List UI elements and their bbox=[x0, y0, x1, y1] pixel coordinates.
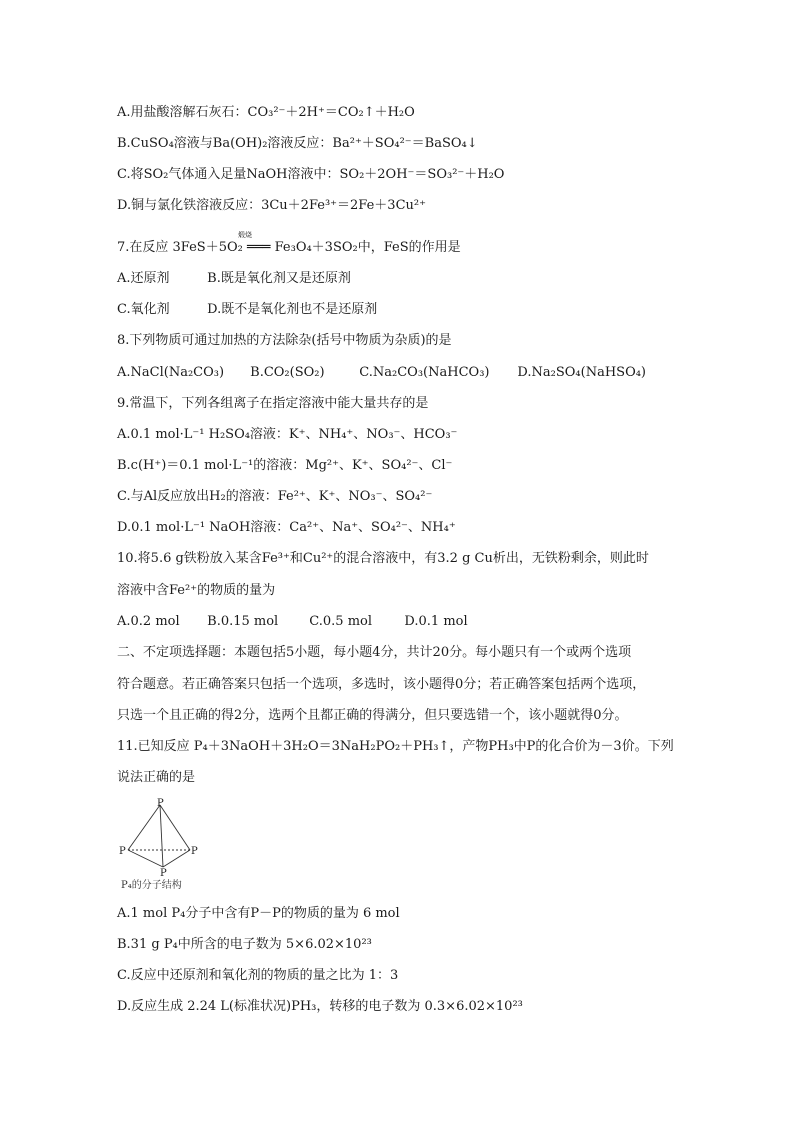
section2-line-2: 符合题意。若正确答案只包括一个选项，多选时，该小题得0分；若正确答案包括两个选项， bbox=[117, 677, 646, 692]
q7-option-c: C.氧化剂 bbox=[117, 302, 170, 317]
p4-figure-caption: P₄的分子结构 bbox=[121, 880, 182, 891]
q6-option-a: A.用盐酸溶解石灰石：CO₃²⁻＋2H⁺＝CO₂↑＋H₂O bbox=[117, 105, 415, 120]
q10-option-a: A.0.2 mol bbox=[117, 614, 180, 629]
q7-reaction-condition: 煅烧 bbox=[238, 231, 252, 239]
q8-option-d: D.Na₂SO₄(NaHSO₄) bbox=[517, 365, 647, 380]
q7-options-row-2 bbox=[117, 302, 377, 318]
q9-option-c: C.与Al反应放出H₂的溶液：Fe²⁺、K⁺、NO₃⁻、SO₄²⁻ bbox=[117, 489, 433, 504]
p4-atom-bottom: P bbox=[160, 868, 167, 877]
q7-options-row-1 bbox=[117, 271, 351, 287]
q10-stem-line-2: 溶液中含Fe²⁺的物质的量为 bbox=[117, 583, 276, 598]
q11-option-b: B.31 g P₄中所含的电子数为 5×6.02×10²³ bbox=[117, 937, 372, 952]
q7-option-d: D.既不是氧化剂也不是还原剂 bbox=[207, 302, 378, 317]
q10-option-d: D.0.1 mol bbox=[404, 614, 468, 629]
p4-atom-left: P bbox=[119, 846, 126, 857]
section2-line-3: 只选一个且正确的得2分，选两个且都正确的得满分，但只要选错一个，该小题就得0分。 bbox=[117, 708, 628, 723]
p4-molecule-diagram bbox=[118, 795, 208, 877]
q10-option-b: B.0.15 mol bbox=[207, 614, 279, 629]
section2-line-1: 二、不定项选择题：本题包括5小题，每小题4分，共计20分。每小题只有一个或两个选项 bbox=[117, 645, 632, 660]
q8-option-a: A.NaCl(Na₂CO₃) bbox=[117, 365, 225, 380]
q9-option-b: B.c(H⁺)＝0.1 mol·L⁻¹的溶液：Mg²⁺、K⁺、SO₄²⁻、Cl⁻ bbox=[117, 458, 453, 473]
q11-stem-line-1: 11.已知反应 P₄＋3NaOH＋3H₂O＝3NaH₂PO₂＋PH₃↑，产物PH₃中P的化合价为－3价。下列 bbox=[117, 739, 674, 754]
q8-options-row bbox=[117, 365, 646, 381]
q6-option-b: B.CuSO₄溶液与Ba(OH)₂溶液反应：Ba²⁺＋SO₄²⁻＝BaSO₄↓ bbox=[117, 136, 478, 151]
q9-option-a: A.0.1 mol·L⁻¹ H₂SO₄溶液：K⁺、NH₄⁺、NO₃⁻、HCO₃⁻ bbox=[117, 427, 458, 442]
q7-option-b: B.既是氧化剂又是还原剂 bbox=[207, 271, 351, 286]
q8-option-c: C.Na₂CO₃(NaHCO₃) bbox=[359, 365, 490, 380]
q9-option-d: D.0.1 mol·L⁻¹ NaOH溶液：Ca²⁺、Na⁺、SO₄²⁻、NH₄⁺ bbox=[117, 520, 456, 535]
q7-option-a: A.还原剂 bbox=[117, 271, 170, 286]
q11-option-c: C.反应中还原剂和氧化剂的物质的量之比为 1：3 bbox=[117, 968, 399, 983]
q10-options-row bbox=[117, 614, 468, 630]
q10-stem-line-1: 10.将5.6 g铁粉放入某含Fe³⁺和Cu²⁺的混合溶液中，有3.2 g Cu析出，无铁粉剩余，则此时 bbox=[117, 551, 649, 566]
q6-option-d: D.铜与氯化铁溶液反应：3Cu＋2Fe³⁺＝2Fe＋3Cu²⁺ bbox=[117, 198, 426, 213]
q9-stem: 9.常温下，下列各组离子在指定溶液中能大量共存的是 bbox=[117, 396, 429, 411]
q11-option-d: D.反应生成 2.24 L(标准状况)PH₃，转移的电子数为 0.3×6.02×10²³ bbox=[117, 999, 523, 1014]
q10-option-c: C.0.5 mol bbox=[309, 614, 373, 629]
q8-stem: 8.下列物质可通过加热的方法除杂(括号中物质为杂质)的是 bbox=[117, 333, 452, 348]
q11-option-a: A.1 mol P₄分子中含有P－P的物质的量为 6 mol bbox=[117, 906, 400, 921]
q8-option-b: B.CO₂(SO₂) bbox=[250, 365, 325, 380]
q11-stem-line-2: 说法正确的是 bbox=[117, 770, 196, 785]
q7-stem: 7.在反应 3FeS＋5O₂ ═══ Fe₃O₄＋3SO₂中，FeS的作用是 bbox=[117, 240, 461, 255]
p4-atom-top: P bbox=[157, 798, 164, 809]
q6-option-c: C.将SO₂气体通入足量NaOH溶液中：SO₂＋2OH⁻＝SO₃²⁻＋H₂O bbox=[117, 167, 505, 182]
p4-atom-right: P bbox=[191, 846, 198, 857]
